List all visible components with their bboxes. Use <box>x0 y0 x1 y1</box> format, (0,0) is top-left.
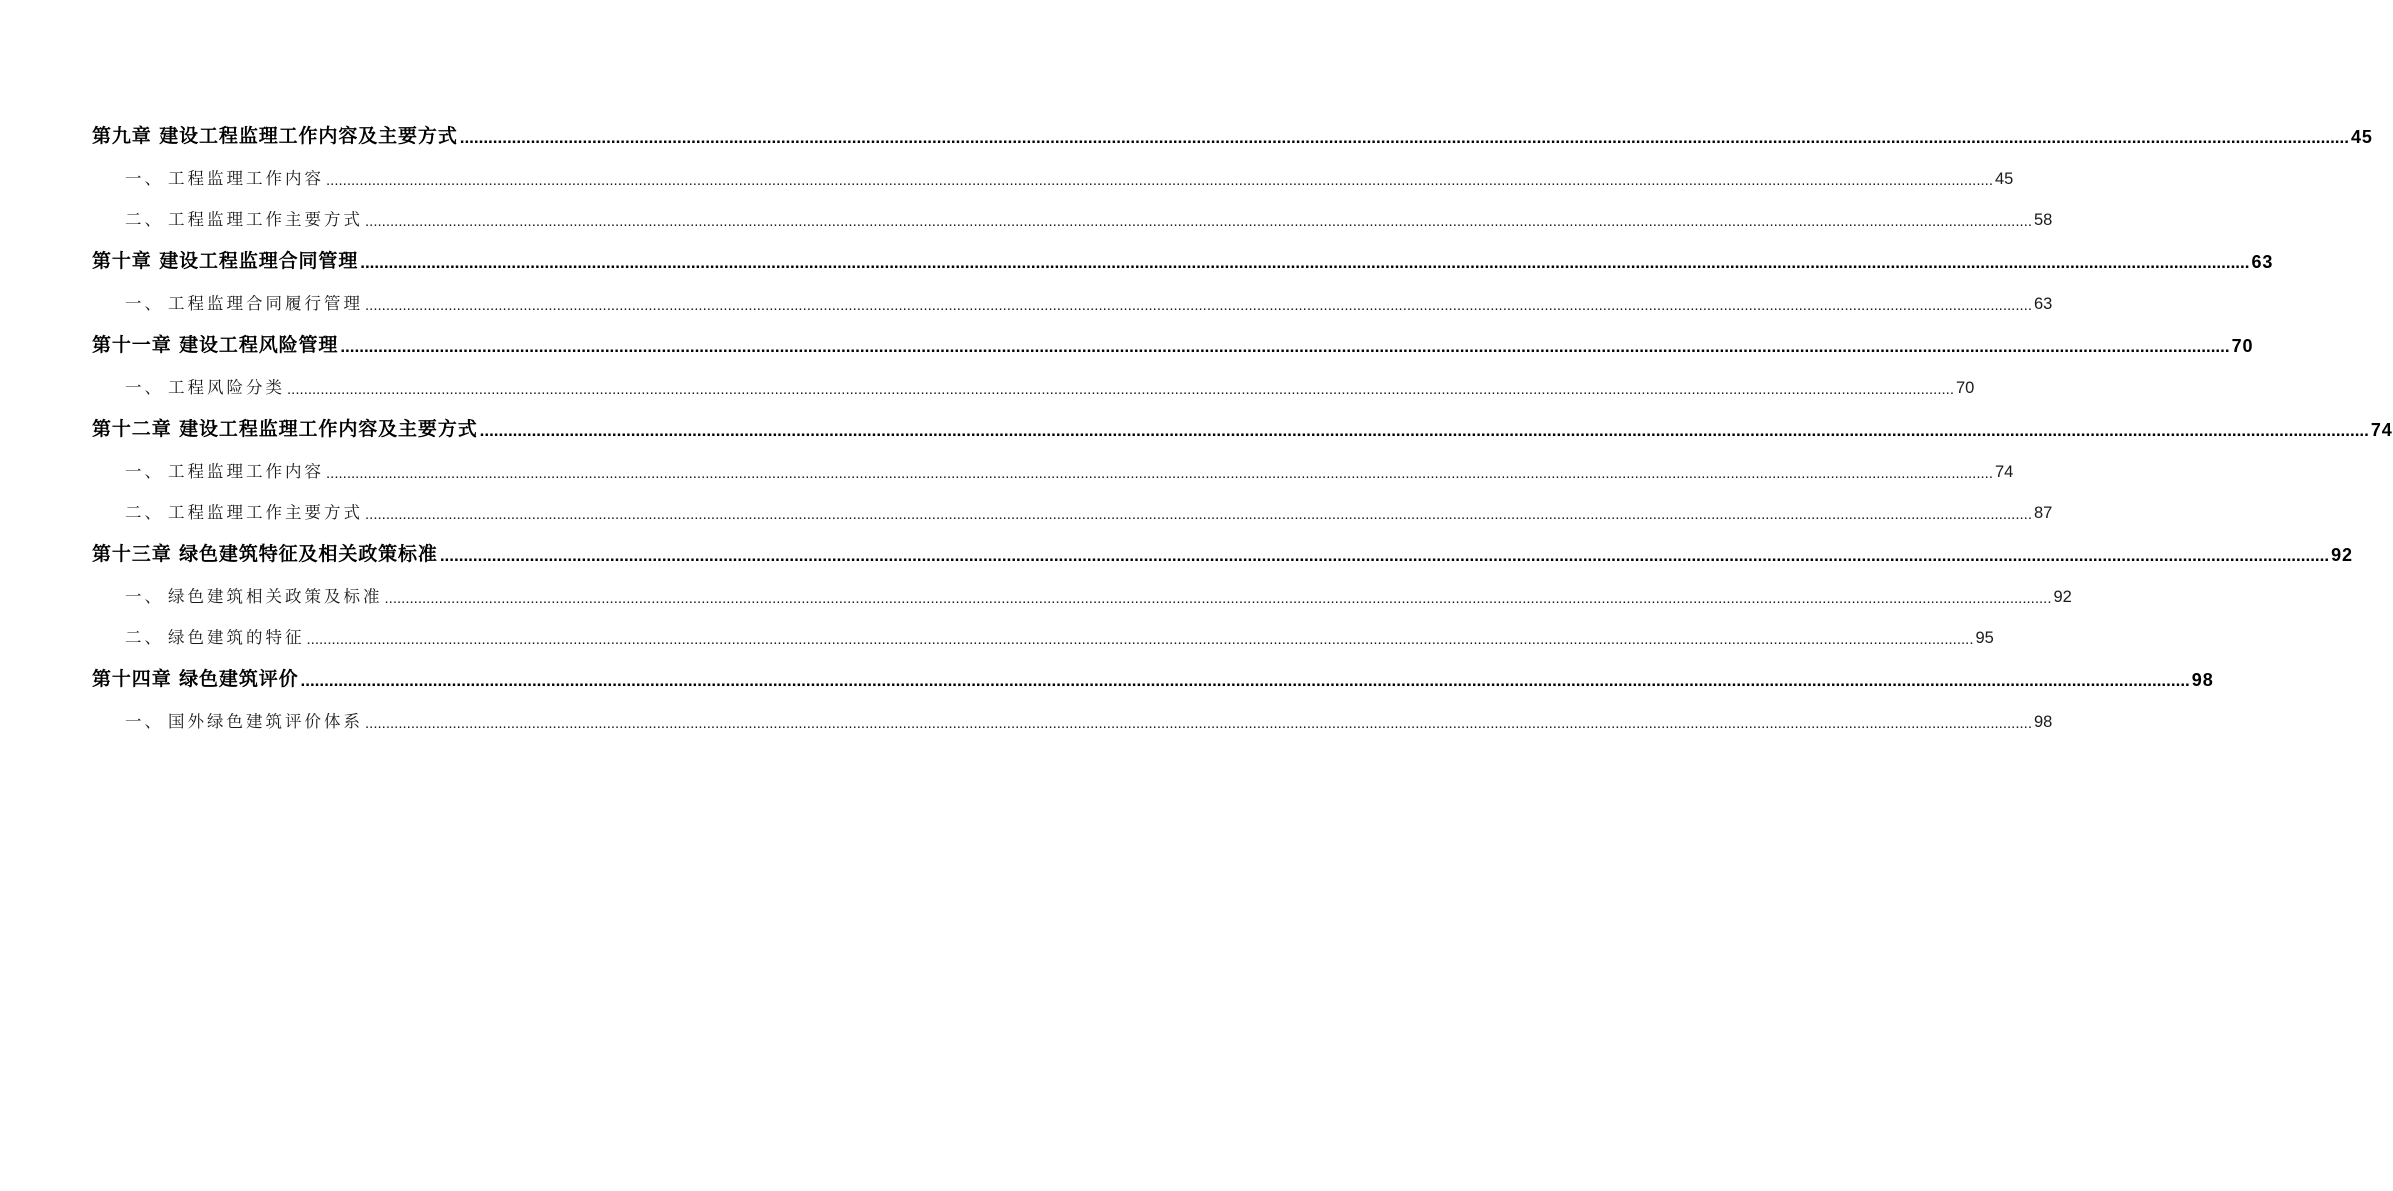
toc-page-number: 63 <box>2034 295 2053 313</box>
toc-dot-leader: ................................................................................................................................................................................................................................................................................................................................................................................................................ <box>459 128 2349 147</box>
toc-dot-leader: ................................................................................................................................................................................................................................................................................................................................................................................................................ <box>365 506 2032 523</box>
toc-chapter-entry[interactable] <box>92 327 2254 357</box>
toc-dot-leader: ................................................................................................................................................................................................................................................................................................................................................................................................................ <box>326 465 1993 482</box>
toc-entry-title <box>92 165 324 189</box>
toc-chapter-entry[interactable] <box>92 411 2393 441</box>
toc-entry-title <box>92 583 383 607</box>
toc-dot-leader: ................................................................................................................................................................................................................................................................................................................................................................................................................ <box>365 715 2032 732</box>
toc-section-entry[interactable] <box>92 200 2053 230</box>
toc-entry-marker: 一、 <box>125 294 164 313</box>
toc-dot-leader: ................................................................................................................................................................................................................................................................................................................................................................................................................ <box>306 631 1974 648</box>
toc-entry-title-text: 国外绿色建筑评价体系 <box>168 712 363 731</box>
toc-entry-title <box>92 539 438 566</box>
toc-entry-title-text: 工程监理工作内容 <box>168 462 324 481</box>
toc-page-number: 98 <box>2034 713 2053 731</box>
toc-entry-title <box>92 246 358 273</box>
toc-page-number: 95 <box>1975 629 1994 647</box>
toc-entry-marker: 二、 <box>125 628 164 647</box>
toc-chapter-entry[interactable] <box>92 536 2353 566</box>
toc-section-entry[interactable] <box>92 618 1994 648</box>
toc-entry-title <box>92 664 299 691</box>
toc-entry-title-text: 第十三章 绿色建筑特征及相关政策标准 <box>92 543 438 565</box>
toc-page-number: 45 <box>1995 170 2014 188</box>
toc-dot-leader: ................................................................................................................................................................................................................................................................................................................................................................................................................ <box>365 297 2032 314</box>
toc-entry-marker: 一、 <box>125 587 164 606</box>
toc-entry-marker: 一、 <box>125 712 164 731</box>
toc-entry-marker: 一、 <box>125 462 164 481</box>
toc-page-number: 87 <box>2034 504 2053 522</box>
toc-page-number: 70 <box>1956 379 1975 397</box>
toc-page-number: 74 <box>2370 420 2393 440</box>
toc-section-entry[interactable] <box>92 702 2053 732</box>
toc-page-number: 92 <box>2331 545 2353 565</box>
toc-dot-leader: ................................................................................................................................................................................................................................................................................................................................................................................................................ <box>326 172 1993 189</box>
toc-chapter-entry[interactable] <box>92 661 2214 691</box>
toc-dot-leader: ................................................................................................................................................................................................................................................................................................................................................................................................................ <box>360 253 2250 272</box>
toc-entry-title-text: 第十一章 建设工程风险管理 <box>92 334 339 356</box>
toc-section-entry[interactable] <box>92 159 2014 189</box>
toc-entry-title-text: 工程风险分类 <box>168 378 285 397</box>
toc-page-number: 70 <box>2231 336 2254 356</box>
toc-entry-title-text: 第十四章 绿色建筑评价 <box>92 668 299 690</box>
toc-entry-title-text: 工程监理工作内容 <box>168 169 324 188</box>
toc-dot-leader: ................................................................................................................................................................................................................................................................................................................................................................................................................ <box>479 421 2369 440</box>
toc-page-number: 74 <box>1995 463 2014 481</box>
toc-entry-marker: 一、 <box>125 169 164 188</box>
toc-entry-title-text: 第十二章 建设工程监理工作内容及主要方式 <box>92 418 478 440</box>
toc-entry-marker: 二、 <box>125 210 164 229</box>
toc-entry-title <box>92 499 363 523</box>
toc-entry-title <box>92 414 478 441</box>
toc-entry-title <box>92 624 305 648</box>
table-of-contents <box>92 118 2393 732</box>
toc-entry-title <box>92 121 458 148</box>
toc-page-number: 45 <box>2350 127 2373 147</box>
toc-entry-title <box>92 458 324 482</box>
toc-chapter-entry[interactable] <box>92 243 2274 273</box>
toc-section-entry[interactable] <box>92 493 2053 523</box>
toc-entry-title-text: 绿色建筑的特征 <box>168 628 305 647</box>
toc-page-number: 92 <box>2053 588 2072 606</box>
toc-section-entry[interactable] <box>92 452 2014 482</box>
toc-entry-title <box>92 708 363 732</box>
toc-entry-title-text: 工程监理工作主要方式 <box>168 210 363 229</box>
toc-entry-title <box>92 330 338 357</box>
toc-chapter-entry[interactable] <box>92 118 2373 148</box>
toc-section-entry[interactable] <box>92 284 2053 314</box>
toc-dot-leader: ................................................................................................................................................................................................................................................................................................................................................................................................................ <box>365 213 2032 230</box>
toc-entry-title-text: 绿色建筑相关政策及标准 <box>168 587 383 606</box>
toc-dot-leader: ................................................................................................................................................................................................................................................................................................................................................................................................................ <box>287 381 1954 398</box>
toc-dot-leader: ................................................................................................................................................................................................................................................................................................................................................................................................................ <box>439 546 2330 565</box>
toc-entry-title-text: 第九章 建设工程监理工作内容及主要方式 <box>92 125 458 147</box>
toc-page-number: 63 <box>2251 252 2274 272</box>
toc-entry-title-text: 第十章 建设工程监理合同管理 <box>92 250 359 272</box>
toc-entry-title <box>92 374 285 398</box>
toc-entry-title <box>92 206 363 230</box>
toc-entry-title <box>92 290 363 314</box>
toc-dot-leader: ................................................................................................................................................................................................................................................................................................................................................................................................................ <box>384 590 2052 607</box>
toc-dot-leader: ................................................................................................................................................................................................................................................................................................................................................................................................................ <box>300 671 2190 690</box>
toc-entry-marker: 一、 <box>125 378 164 397</box>
toc-page-number: 98 <box>2191 670 2214 690</box>
toc-dot-leader: ................................................................................................................................................................................................................................................................................................................................................................................................................ <box>340 337 2230 356</box>
toc-entry-title-text: 工程监理合同履行管理 <box>168 294 363 313</box>
toc-page-number: 58 <box>2034 211 2053 229</box>
toc-section-entry[interactable] <box>92 577 2072 607</box>
toc-section-entry[interactable] <box>92 368 1975 398</box>
toc-entry-title-text: 工程监理工作主要方式 <box>168 503 363 522</box>
toc-entry-marker: 二、 <box>125 503 164 522</box>
